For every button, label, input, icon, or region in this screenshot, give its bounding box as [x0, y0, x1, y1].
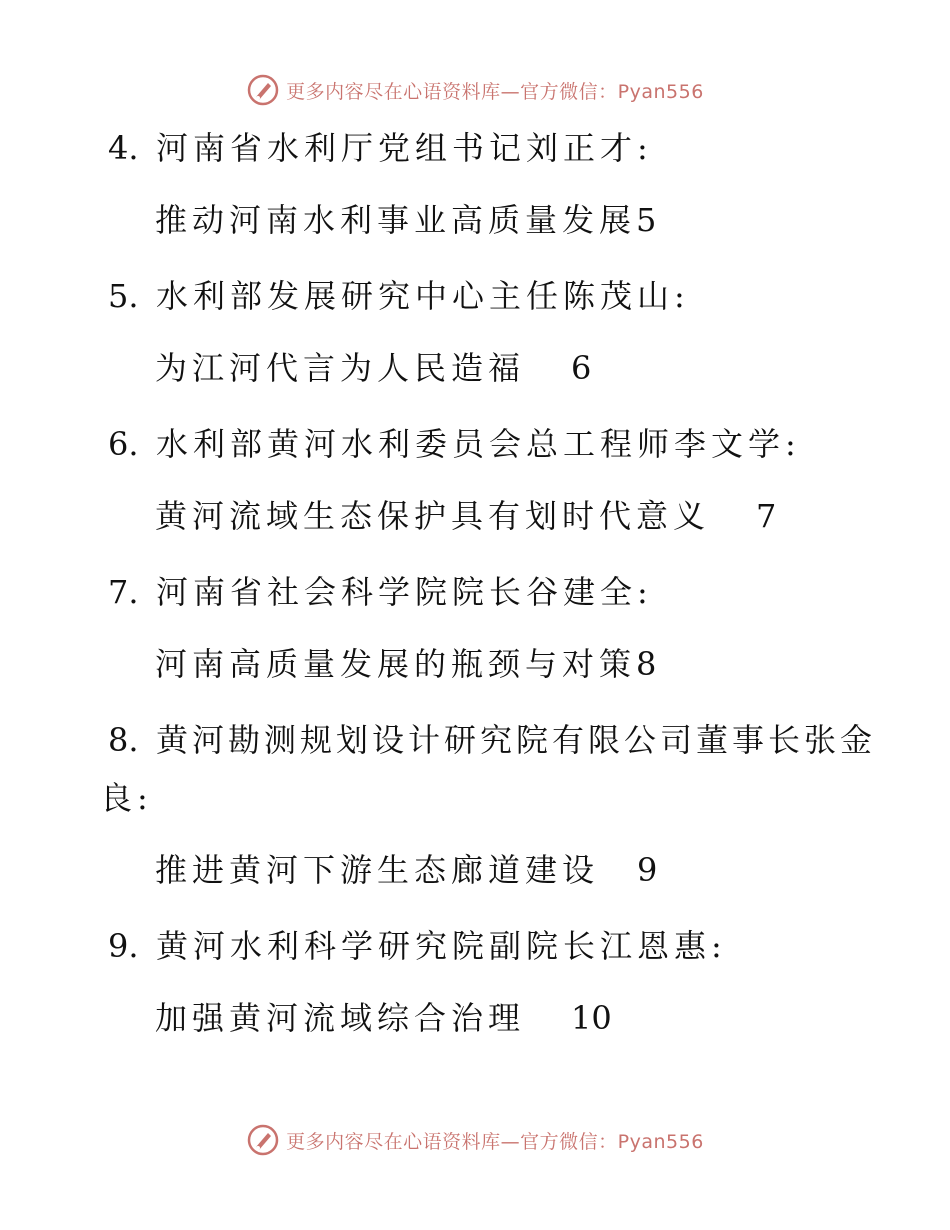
toc-entry-subtitle [155, 497, 777, 535]
entry-title-text: 水利部黄河水利委员会总工程师李文学: [156, 425, 801, 463]
entry-number: 8. [108, 721, 139, 759]
entry-number: 7. [108, 573, 139, 611]
toc-entry-title-continuation [100, 779, 153, 817]
toc-entry-title [108, 927, 727, 965]
toc-entry-subtitle [155, 645, 657, 683]
toc-entry-title [108, 129, 653, 167]
entry-title-text: 黄河勘测规划设计研究院有限公司董事长张金 [156, 721, 877, 759]
entry-number: 4. [108, 129, 139, 167]
entry-number: 9. [108, 927, 139, 965]
footer-banner [0, 1120, 950, 1160]
entry-title-text: 河南省社会科学院院长谷建全: [156, 573, 653, 611]
entry-title-cont-text: 良: [100, 779, 153, 817]
pen-nib-circle-icon [246, 73, 280, 107]
entry-title-text: 黄河水利科学研究院副院长江恩惠: [156, 927, 727, 965]
entry-page-number: 6 [571, 349, 592, 387]
entry-page-number: 10 [571, 999, 612, 1037]
toc-entry-subtitle [155, 201, 657, 239]
entry-page-number: 9 [637, 851, 658, 889]
entry-subtitle-text: 推进黄河下游生态廊道建设 [155, 851, 600, 889]
toc-entry-title [108, 573, 653, 611]
footer-banner-text: 更多内容尽在心语资料库—官方微信：Pyan556 [286, 1130, 704, 1153]
entry-title-text: 河南省水利厅党组书记刘正才: [156, 129, 653, 167]
header-banner [0, 70, 950, 110]
toc-entry-subtitle [155, 851, 658, 889]
entry-page-number: 8 [636, 645, 657, 683]
toc-entry-title [108, 425, 801, 463]
entry-subtitle-text: 为江河代言为人民造福 [155, 349, 526, 387]
entry-title-text: 水利部发展研究中心主任陈茂山: [156, 277, 690, 315]
toc-entry-subtitle [155, 349, 592, 387]
entry-number: 6. [108, 425, 139, 463]
entry-subtitle-text: 河南高质量发展的瓶颈与对策 [155, 645, 637, 683]
entry-subtitle-text: 加强黄河流域综合治理 [155, 999, 526, 1037]
entry-page-number: 5 [636, 201, 657, 239]
toc-entry-title [108, 721, 877, 759]
pen-nib-circle-icon [246, 1123, 280, 1157]
toc-entry-title [108, 277, 690, 315]
header-banner-text: 更多内容尽在心语资料库—官方微信：Pyan556 [286, 80, 704, 103]
entry-subtitle-text: 推动河南水利事业高质量发展 [155, 201, 637, 239]
entry-subtitle-text: 黄河流域生态保护具有划时代意义 [155, 497, 711, 535]
entry-page-number: 7 [756, 497, 777, 535]
entry-number: 5. [108, 277, 139, 315]
toc-entry-subtitle [155, 999, 612, 1037]
